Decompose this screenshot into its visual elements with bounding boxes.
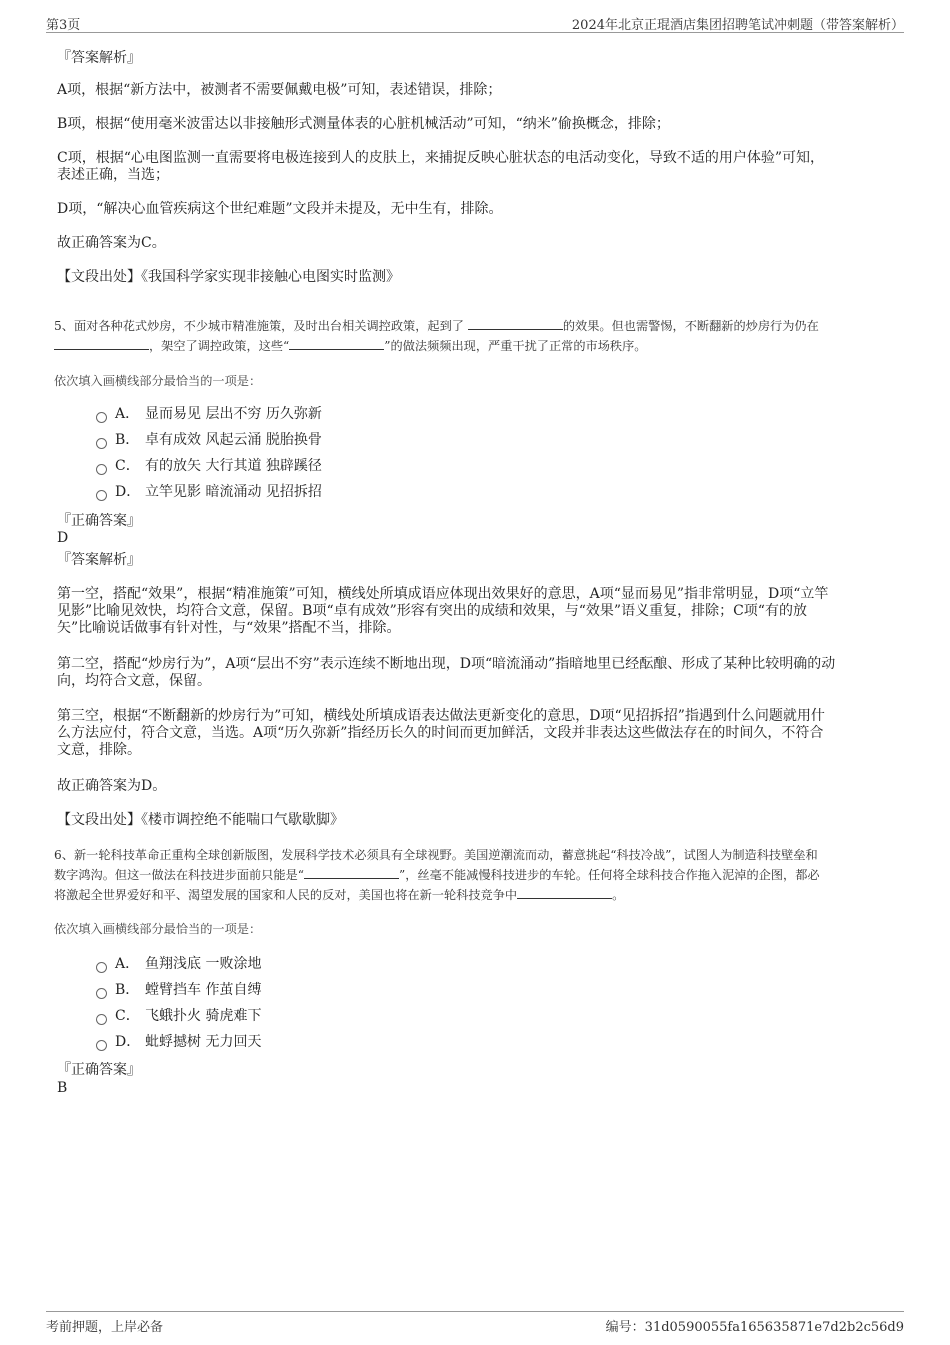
q4-analysis-b: B项，根据“使用毫米波雷达以非接触形式测量体表的心脏机械活动”可知，“纳米”偷换概念，排除； xyxy=(57,116,670,132)
q5-analysis-p2: 第二空，搭配“炒房行为”，A项“层出不穷”表示连续不断地出现，D项“暗流涌动”指暗地里已经酝酿、形成了某种比较明确的动 向，均符合文意，保留。 xyxy=(57,656,836,689)
document-id: 编号：31d0590055fa165635871e7d2b2c56d9 xyxy=(605,1320,904,1335)
q5-analysis-p1: 第一空，搭配“效果”，根据“精准施策”可知，横线处所填成语应体现出效果好的意思，A项“显而易见”指非常明显，D项“立竿 见影”比喻见效快，均符合文意，保留。B项“卓有成效”形容有突出的成绩和效果，与“效果”语义重复，排除；C项“有的放 矢”比喻说话做事有针对性，与“效果”搭配不当，排除。 xyxy=(57,586,829,636)
q5-answer: D xyxy=(57,530,69,546)
q6-answer: B xyxy=(57,1080,68,1096)
q6-answer-label: 『正确答案』 xyxy=(57,1062,141,1078)
page-number: 第3页 xyxy=(46,18,81,33)
q5-analysis-label: 『答案解析』 xyxy=(57,552,141,568)
blank-line xyxy=(517,886,612,899)
radio-icon[interactable] xyxy=(96,412,107,423)
q6-option-b[interactable]: B． 螳臂挡车 作茧自缚 xyxy=(96,980,261,1000)
q4-source: 【文段出处】《我国科学家实现非接触心电图实时监测》 xyxy=(57,269,400,285)
q6-stem: 6、新一轮科技革命正重构全球创新版图，发展科学技术必须具有全球视野。美国逆潮流而动，蓄意挑起“科技冷战”，试图人为制造科技壁垒和 数字鸿沟。但这一做法在科技进步面前只能是“ ”，丝毫不能减慢科技进步的车轮。任何将全球科技合作拖入泥淖的企图，都必 将激起全世界爱好和平、渴望发展的国家和人民的反对，美国也将在新一轮科技竞争中 。 xyxy=(54,848,820,902)
q6-hint: 依次填入画横线部分最恰当的一项是： xyxy=(54,922,262,936)
radio-icon[interactable] xyxy=(96,1014,107,1025)
radio-icon[interactable] xyxy=(96,464,107,475)
radio-icon[interactable] xyxy=(96,988,107,999)
q5-option-c[interactable]: C． 有的放矢 大行其道 独辟蹊径 xyxy=(96,456,322,476)
q5-option-b[interactable]: B． 卓有成效 风起云涌 脱胎换骨 xyxy=(96,430,322,450)
q5-stem: 5、面对各种花式炒房，不少城市精准施策，及时出台相关调控政策，起到了 的效果。但也需警惕，不断翻新的炒房行为仍在 ，架空了调控政策，这些“ ”的做法频频出现，严重干扰了正常的市场秩序。 xyxy=(54,319,819,353)
q4-analysis-c1: C项，根据“心电图监测一直需要将电极连接到人的皮肤上，来捕捉反映心脏状态的电活动变化，导致不适的用户体验”可知， xyxy=(57,150,825,166)
q5-source: 【文段出处】《楼市调控绝不能喘口气歇歇脚》 xyxy=(57,812,344,828)
q5-analysis-p3: 第三空，根据“不断翻新的炒房行为”可知，横线处所填成语表达做法更新变化的意思，D项“见招拆招”指遇到什么问题就用什 么方法应付，符合文意，当选。A项“历久弥新”指经历长久的时间而更加鲜活，文段并非表达这些做法存在的时间久，不符合 文意，排除。 xyxy=(57,708,825,758)
blank-line xyxy=(289,337,384,350)
page-header xyxy=(46,12,904,33)
document-title: 2024年北京正琨酒店集团招聘笔试冲刺题（带答案解析） xyxy=(571,18,904,33)
page-footer xyxy=(46,1311,904,1334)
q4-analysis-a: A项，根据“新方法中，被测者不需要佩戴电极”可知，表述错误，排除； xyxy=(57,82,502,98)
radio-icon[interactable] xyxy=(96,962,107,973)
q5-answer-label: 『正确答案』 xyxy=(57,513,141,529)
q5-conclusion: 故正确答案为D。 xyxy=(57,778,167,794)
blank-line xyxy=(468,317,563,330)
radio-icon[interactable] xyxy=(96,490,107,501)
q6-option-a[interactable]: A． 鱼翔浅底 一败涂地 xyxy=(96,954,261,974)
footer-slogan: 考前押题，上岸必备 xyxy=(46,1320,164,1335)
q5-option-a[interactable]: A． 显而易见 层出不穷 历久弥新 xyxy=(96,404,322,424)
q4-analysis-d: D项，“解决心血管疾病这个世纪难题”文段并未提及，无中生有，排除。 xyxy=(57,201,503,217)
q6-option-d[interactable]: D． 蚍蜉撼树 无力回天 xyxy=(96,1032,261,1052)
blank-line xyxy=(304,866,399,879)
q6-option-c[interactable]: C． 飞蛾扑火 骑虎难下 xyxy=(96,1006,261,1026)
blank-line xyxy=(54,337,149,350)
q5-option-d[interactable]: D． 立竿见影 暗流涌动 见招拆招 xyxy=(96,482,322,502)
q4-analysis-c2: 表述正确，当选； xyxy=(57,167,169,183)
q4-conclusion: 故正确答案为C。 xyxy=(57,235,166,251)
q4-analysis-label: 『答案解析』 xyxy=(57,50,141,66)
q5-hint: 依次填入画横线部分最恰当的一项是： xyxy=(54,374,262,388)
radio-icon[interactable] xyxy=(96,438,107,449)
radio-icon[interactable] xyxy=(96,1040,107,1051)
